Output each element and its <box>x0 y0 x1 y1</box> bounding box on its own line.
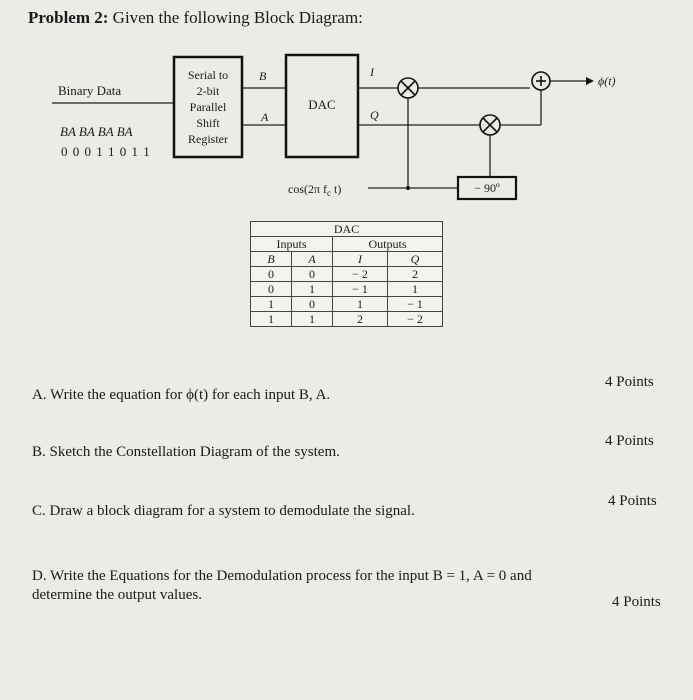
col-a: A <box>292 252 333 267</box>
wire-b-label: B <box>259 69 267 83</box>
register-line-2: 2-bit <box>196 84 220 98</box>
register-line-1: Serial to <box>187 68 229 82</box>
question-b: B. Sketch the Constellation Diagram of the system. <box>32 444 340 460</box>
question-d-points: 4 Points <box>612 594 661 610</box>
carrier-label: cos(2π $f_c$ t) <box>288 182 342 198</box>
table-row: 1 0 1 − 1 <box>251 297 443 312</box>
col-b: B <box>251 252 292 267</box>
dac-table <box>250 221 443 327</box>
col-q: Q <box>388 252 443 267</box>
question-d-line-2: determine the output values. <box>32 587 202 603</box>
wire-i-label: I <box>370 65 374 79</box>
question-b-points: 4 Points <box>605 433 654 449</box>
outputs-header: Outputs <box>333 237 443 252</box>
problem-text: Given the following Block Diagram: <box>112 8 363 27</box>
register-line-3: Parallel <box>189 100 227 114</box>
question-a-points: 4 Points <box>605 374 654 390</box>
table-row: 0 1 − 1 1 <box>251 282 443 297</box>
col-i: I <box>333 252 388 267</box>
wire-q-label: Q <box>370 108 379 122</box>
question-d: D. Write the Equations for the Demodulation process for the input B = 1, A = 0 and <box>32 568 532 584</box>
dac-table-title: DAC <box>251 222 443 237</box>
phase-shift-label: − 90º <box>474 181 500 195</box>
wire-a-label: A <box>261 110 269 124</box>
problem-label: Problem 2: <box>28 8 109 27</box>
question-c-points: 4 Points <box>608 493 657 509</box>
question-c: C. Draw a block diagram for a system to demodulate the signal. <box>32 503 415 519</box>
register-line-4: Shift <box>196 116 220 130</box>
question-a: A. Write the equation for ϕ(t) for each input B, A. <box>32 387 331 403</box>
inputs-header: Inputs <box>251 237 333 252</box>
register-line-5: Register <box>188 132 228 146</box>
block-diagram <box>0 0 693 215</box>
output-arrow-icon <box>586 77 594 85</box>
output-label: ϕ(t) <box>598 74 616 88</box>
bit-pattern-labels: BA BA BA BA <box>60 124 133 139</box>
table-row: 0 0 − 2 2 <box>251 267 443 282</box>
table-row: 1 1 2 − 2 <box>251 312 443 327</box>
dac-box-label: DAC <box>308 97 336 112</box>
bit-sequence: 0 0 0 1 1 0 1 1 <box>61 144 151 159</box>
binary-data-label: Binary Data <box>58 83 122 98</box>
